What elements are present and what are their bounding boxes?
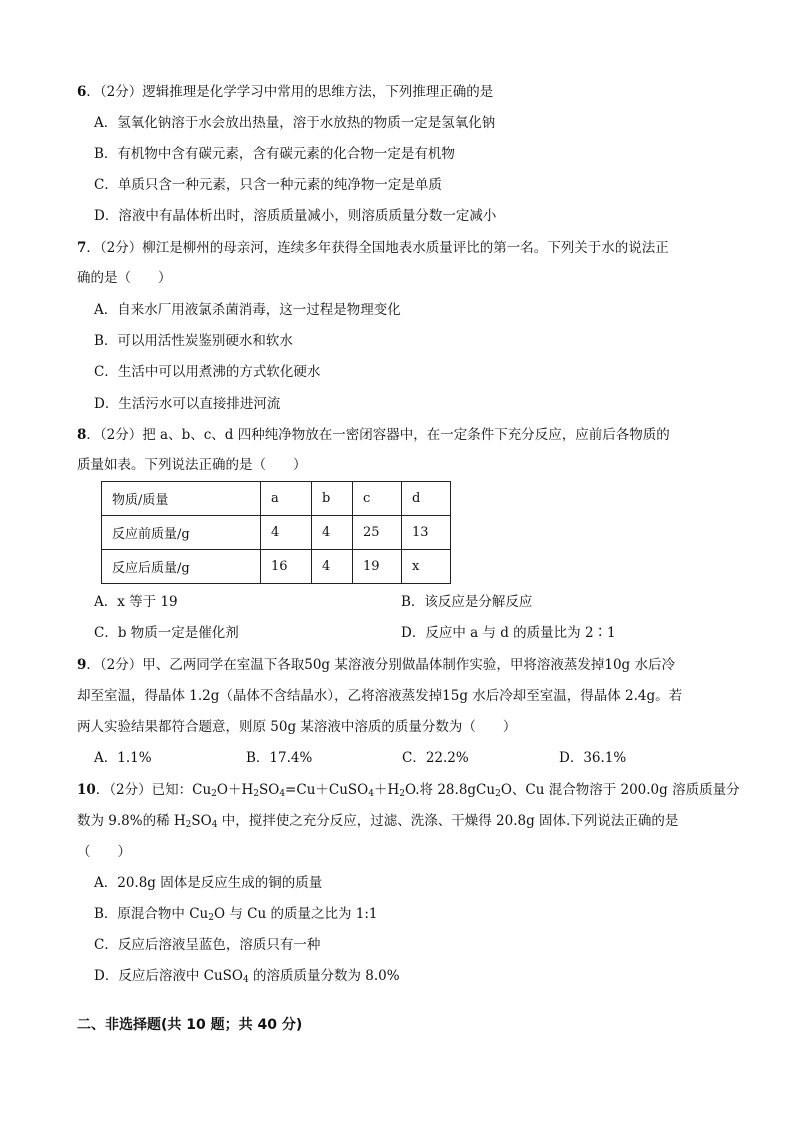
question-7-stem <box>77 238 669 258</box>
section-heading: 二、非选择题(共 10 题；共 40 分) <box>77 1017 303 1033</box>
question-10-text: SO <box>191 813 212 829</box>
table-cell: b <box>312 482 353 516</box>
question-10-text: O、Cu 混合物溶于 200.0g 溶质质量分 <box>500 782 740 798</box>
question-9-stem <box>77 655 675 675</box>
question-6-number: 6 <box>77 84 87 100</box>
question-10-number: 10 <box>77 782 96 798</box>
question-7-text-2: 确的是（ ） <box>77 270 172 286</box>
question-7-option-d: D．生活污水可以直接排进河流 <box>94 396 281 412</box>
question-10-option-c: C．反应后溶液呈蓝色，溶质只有一种 <box>94 937 321 953</box>
question-7-option-a: A．自来水厂用液氯杀菌消毒，这一过程是物理变化 <box>94 302 401 318</box>
question-10-text-3: （ ） <box>77 844 131 860</box>
question-10-option-a: A．20.8g 固体是反应生成的铜的质量 <box>94 875 323 891</box>
question-8-option-a: A．x 等于 19 <box>94 594 178 610</box>
question-9-text-1: ．（2分）甲、乙两同学在室温下各取50g 某溶液分别做晶体制作实验，甲将溶液蒸发掉10g 水后冷 <box>86 657 675 673</box>
question-9-text-2: 却至室温，得晶体 1.2g（晶体不含结晶水），乙将溶液蒸发掉15g 水后冷却至室温，得晶体 2.4g。若 <box>77 688 683 704</box>
table-cell: 19 <box>353 550 402 584</box>
subscript: 2 <box>399 789 405 799</box>
table-cell: 4 <box>261 516 312 550</box>
table-cell: 25 <box>353 516 402 550</box>
table-row <box>102 550 451 584</box>
question-6-stem <box>77 82 493 102</box>
question-10-text: SO <box>258 782 280 798</box>
table-cell: 4 <box>312 550 353 584</box>
subscript: 4 <box>211 820 218 830</box>
table-cell: a <box>261 482 312 516</box>
table-cell: 13 <box>402 516 451 550</box>
question-8-option-b: B．该反应是分解反应 <box>401 594 533 610</box>
question-6-option-d: D．溶液中有晶体析出时，溶质质量减小，则溶质质量分数一定减小 <box>94 208 497 224</box>
question-6-option-c: C．单质只含一种元素，只含一种元素的纯净物一定是单质 <box>94 177 442 193</box>
option-text: B．原混合物中 Cu <box>94 906 209 922</box>
subscript: 2 <box>211 789 217 799</box>
question-10-text: ．（2分）已知：Cu <box>95 782 212 798</box>
question-9-text-3: 两人实验结果都符合题意，则原 50g 某溶液中溶质的质量分数为（ ） <box>77 719 517 735</box>
question-10-text: O.将 28.8gCu <box>404 782 496 798</box>
option-text: O 与 Cu 的质量之比为 1:1 <box>213 906 378 922</box>
question-9-option-b: B．17.4% <box>246 750 313 766</box>
question-8-number: 8 <box>77 427 87 443</box>
table-row <box>102 516 451 550</box>
question-10-text-2 <box>77 811 678 835</box>
mass-table <box>101 481 451 584</box>
table-cell: c <box>353 482 402 516</box>
option-text: 的溶质质量分数为 8.0% <box>248 968 400 984</box>
question-9-option-d: D．36.1% <box>559 750 627 766</box>
question-10-text: 中，搅拌使之充分反应，过滤、洗涤、干燥得 20.8g 固体.下列说法正确的是 <box>217 813 679 829</box>
subscript: 2 <box>208 913 214 923</box>
table-cell: x <box>402 550 451 584</box>
question-7-number: 7 <box>77 240 87 256</box>
question-10-text: =Cu＋CuSO <box>285 782 369 798</box>
question-9-option-a: A．1.1% <box>94 750 152 766</box>
table-cell: 反应后质量/g <box>102 550 261 584</box>
option-text: D．反应后溶液中 CuSO <box>94 968 243 984</box>
question-8-option-d: D．反应中 a 与 d 的质量比为 2∶1 <box>401 625 616 641</box>
subscript: 4 <box>242 975 249 985</box>
question-7-option-b: B．可以用活性炭鉴别硬水和软水 <box>94 333 293 349</box>
subscript: 4 <box>279 789 286 799</box>
question-6-text: ．（2分）逻辑推理是化学学习中常用的思维方法，下列推理正确的是 <box>86 84 494 100</box>
table-cell: 物质/质量 <box>102 482 261 516</box>
subscript: 2 <box>185 820 192 830</box>
question-8-text-1: ．（2分）把 a、b、c、d 四种纯净物放在一密闭容器中，在一定条件下充分反应，应前后各物质的 <box>86 427 670 443</box>
table-cell: d <box>402 482 451 516</box>
table-cell: 16 <box>261 550 312 584</box>
question-8-text-2: 质量如表。下列说法正确的是（ ） <box>77 457 307 473</box>
question-10-text: 数为 9.8%的稀 H <box>77 813 186 829</box>
subscript: 2 <box>495 789 501 799</box>
question-7-option-c: C．生活中可以用煮沸的方式软化硬水 <box>94 364 321 380</box>
question-10-option-d <box>94 966 400 990</box>
question-10-text: ＋H <box>373 782 400 798</box>
question-7-text-1: ．（2分）柳江是柳州的母亲河，连续多年获得全国地表水质量评比的第一名。下列关于水的说法正 <box>86 240 669 256</box>
question-6-option-a: A．氢氧化钠溶于水会放出热量，溶于水放热的物质一定是氢氧化钠 <box>94 115 496 131</box>
table-cell: 4 <box>312 516 353 550</box>
question-9-option-c: C．22.2% <box>402 750 469 766</box>
question-10-stem <box>77 780 740 804</box>
question-8-stem <box>77 425 670 445</box>
subscript: 4 <box>368 789 374 799</box>
subscript: 2 <box>253 789 259 799</box>
question-10-option-b <box>94 904 377 928</box>
table-row <box>102 482 451 516</box>
question-10-text: O＋H <box>216 782 254 798</box>
question-9-number: 9 <box>77 657 87 673</box>
question-8-option-c: C．b 物质一定是催化剂 <box>94 625 239 641</box>
table-cell: 反应前质量/g <box>102 516 261 550</box>
question-6-option-b: B．有机物中含有碳元素，含有碳元素的化合物一定是有机物 <box>94 146 455 162</box>
